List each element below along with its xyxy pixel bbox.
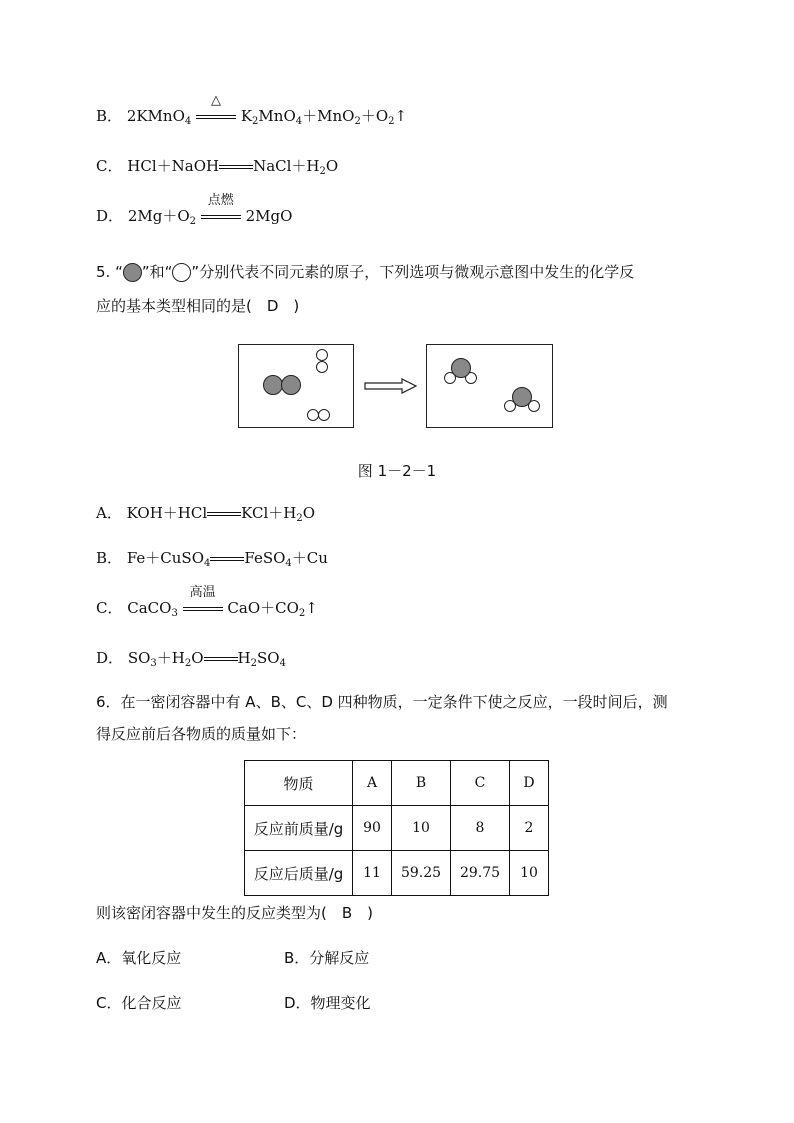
reaction-condition-equals: [201, 193, 241, 223]
table-cell: 8: [451, 806, 510, 851]
gray-atom-icon: [123, 263, 142, 282]
quote-open: “: [115, 263, 123, 281]
product-box: [426, 344, 553, 428]
formula-part: O: [302, 504, 316, 522]
reactant-box: [238, 344, 354, 428]
formula-part: O: [191, 649, 204, 667]
table-header-cell: D: [510, 761, 549, 806]
equals-sign: [210, 553, 244, 565]
quote-mid: ”和“: [141, 263, 173, 281]
subscript: 2: [296, 513, 303, 524]
high-temp-condition: 高温: [189, 585, 216, 600]
option-prev-b: [96, 93, 408, 132]
table-cell: 59.25: [392, 851, 451, 896]
subscript: 4: [279, 658, 286, 669]
table-cell: 10: [392, 806, 451, 851]
formula-part: 2MgO: [245, 207, 293, 225]
gray-atom: [263, 375, 283, 395]
gray-atom: [281, 375, 301, 395]
q5-line2: 应的基本类型相同的是( D ): [96, 297, 300, 315]
formula-part: O: [325, 157, 339, 175]
formula-part: 2KMnO: [126, 107, 185, 125]
gray-atom: [512, 387, 532, 407]
q6-option-d: D．物理变化: [284, 994, 371, 1012]
q6-line1: 6．在一密闭容器中有 A、B、C、D 四种物质，一定条件下使之反应，一段时间后，测: [96, 693, 668, 711]
subscript: 2: [189, 216, 196, 227]
formula-part: Fe＋CuSO: [126, 549, 204, 567]
question-number: 5.: [96, 263, 111, 281]
formula-part: CaO＋CO: [227, 599, 299, 617]
option-prev-c: [96, 156, 338, 182]
table-header-cell: A: [353, 761, 392, 806]
formula-part: KCl＋H: [241, 504, 297, 522]
formula-part: NaCl＋H: [253, 157, 320, 175]
subscript: 2: [354, 116, 361, 127]
subscript: 4: [285, 558, 292, 569]
white-atom-icon: [172, 263, 191, 282]
figure-caption: 图 1－2－1: [357, 462, 437, 480]
formula-part: ＋H: [156, 649, 185, 667]
equals-sign: [219, 161, 253, 173]
table-cell: 2: [510, 806, 549, 851]
formula-part: H: [237, 649, 251, 667]
white-atom: [318, 409, 330, 421]
q5-option-c: [96, 585, 318, 624]
table-cell: 反应后质量/g: [245, 851, 353, 896]
table-cell: 10: [510, 851, 549, 896]
formula-part: KOH＋HCl: [126, 504, 208, 522]
table-header-row: [245, 761, 549, 806]
white-atom: [316, 349, 328, 361]
gray-atom: [451, 358, 471, 378]
q6-option-a: A．氧化反应: [96, 949, 182, 967]
subscript: 4: [295, 116, 303, 127]
formula-part: 2Mg＋O: [127, 207, 190, 225]
option-label: C．: [96, 157, 123, 175]
q5-line1: [96, 262, 634, 282]
option-prev-d: [96, 193, 293, 232]
option-label: D．: [96, 649, 124, 667]
subscript: 2: [250, 658, 258, 669]
formula-part: HCl＋NaOH: [127, 157, 220, 175]
gas-arrow: ↑: [394, 107, 408, 125]
plus-sign: ＋: [302, 107, 318, 125]
subscript: 4: [184, 116, 192, 127]
option-label: C．: [96, 599, 123, 617]
subscript: 2: [252, 116, 259, 127]
q6-option-c: C．化合反应: [96, 994, 182, 1012]
table-row: [245, 806, 549, 851]
reaction-condition-equals: [196, 93, 236, 123]
table-header-cell: 物质: [245, 761, 353, 806]
formula-part: FeSO: [244, 549, 286, 567]
formula-part: MnO: [258, 107, 296, 125]
mass-table: [244, 760, 549, 896]
formula-part: ＋Cu: [291, 549, 328, 567]
equals-sign: [207, 508, 241, 520]
subscript: 3: [150, 658, 157, 669]
formula-part: O: [375, 107, 389, 125]
option-label: B．: [96, 107, 123, 125]
q6-line2: 得反应前后各物质的质量如下：: [96, 725, 307, 743]
gas-arrow: ↑: [305, 599, 318, 617]
heat-condition: △: [211, 93, 222, 108]
q5-option-a: [96, 503, 315, 529]
table-cell: 29.75: [451, 851, 510, 896]
reaction-arrow-icon: [364, 378, 418, 394]
table-cell: 90: [353, 806, 392, 851]
subscript: 3: [171, 608, 178, 619]
subscript: 2: [388, 116, 395, 127]
formula-part: CaCO: [127, 599, 172, 617]
q5-option-d: [96, 648, 286, 674]
formula-part: K: [240, 107, 253, 125]
table-cell: 11: [353, 851, 392, 896]
question-text: ”分别代表不同元素的原子，下列选项与微观示意图中发生的化学反: [191, 263, 635, 281]
table-header-cell: C: [451, 761, 510, 806]
table-row: [245, 851, 549, 896]
option-label: D．: [96, 207, 124, 225]
equals-sign: [204, 653, 238, 665]
formula-part: SO: [257, 649, 280, 667]
q6-question: 则该密闭容器中发生的反应类型为( B ): [96, 904, 373, 922]
q5-option-b: [96, 548, 328, 574]
option-label: A．: [96, 504, 122, 522]
subscript: 4: [204, 558, 211, 569]
white-atom: [316, 361, 328, 373]
subscript: 2: [319, 166, 326, 177]
table-cell: 反应前质量/g: [245, 806, 353, 851]
formula-part: MnO: [317, 107, 355, 125]
subscript: 2: [298, 608, 306, 619]
subscript: 2: [184, 658, 192, 669]
option-label: B．: [96, 549, 123, 567]
reaction-condition-equals: [183, 585, 223, 615]
table-header-cell: B: [392, 761, 451, 806]
plus-sign: ＋: [360, 107, 376, 125]
q6-option-b: B．分解反应: [284, 949, 370, 967]
ignite-condition: 点燃: [207, 193, 234, 208]
formula-part: SO: [127, 649, 151, 667]
